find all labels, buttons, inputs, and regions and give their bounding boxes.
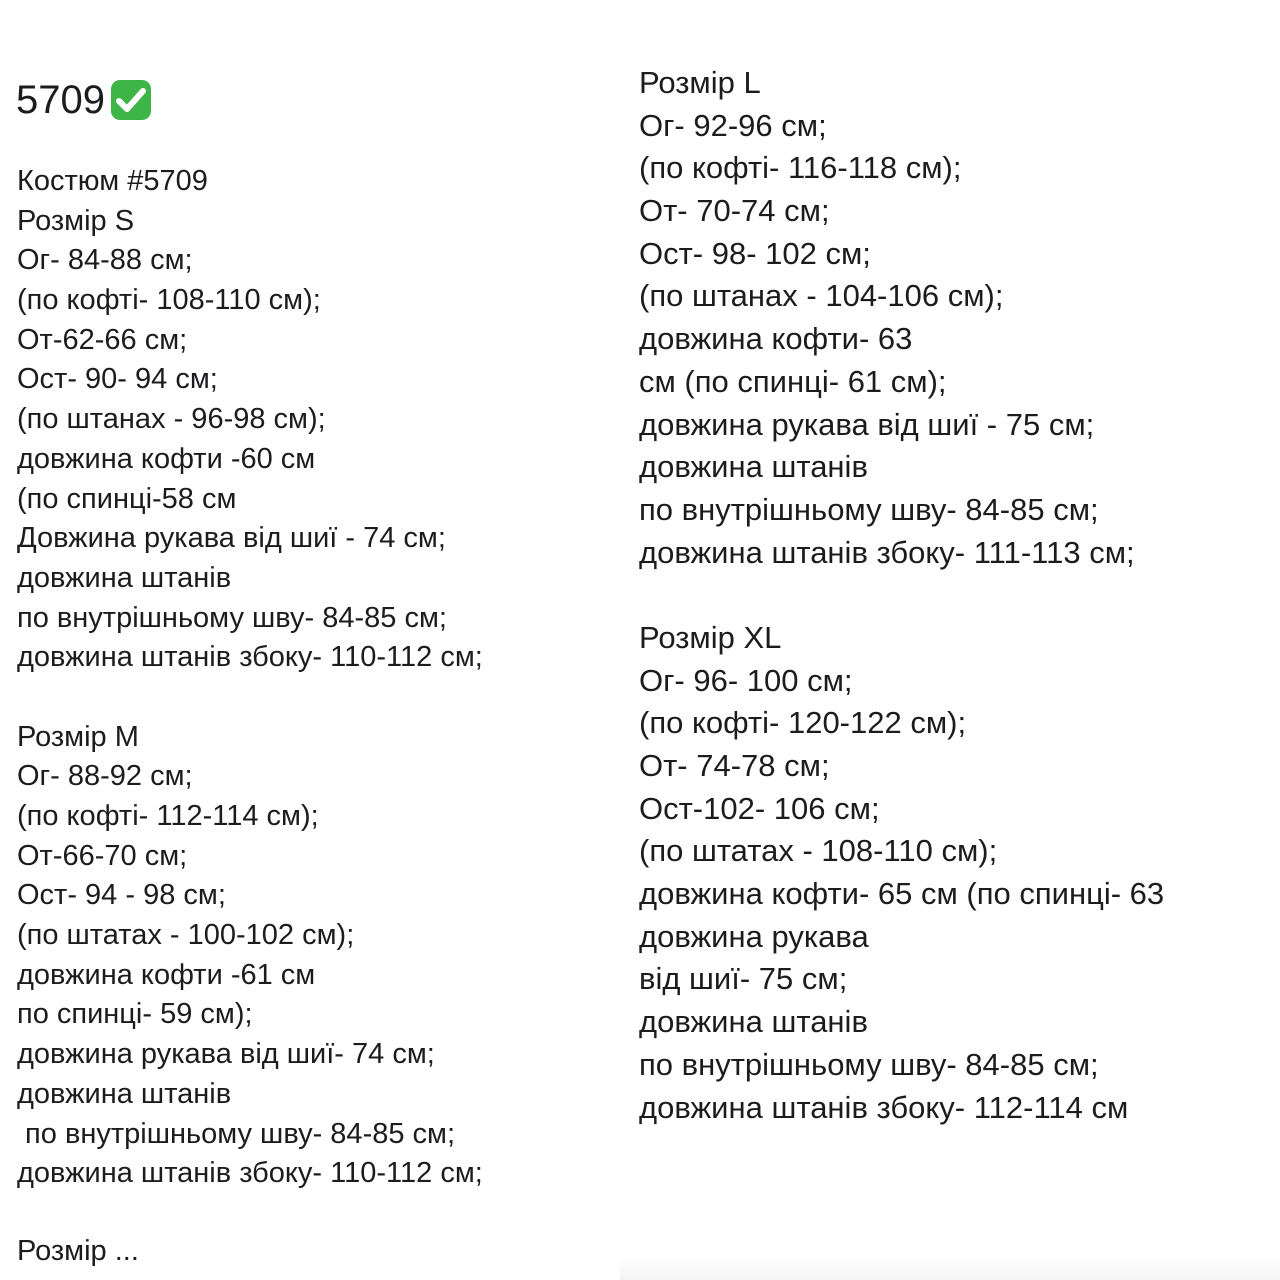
size-l-block [639,62,1164,574]
measurement-line: Ог- 92-96 см; [639,107,827,143]
measurement-line: (по спинці-58 см [17,482,237,515]
measurement-line: Ост-102- 106 см; [639,790,880,826]
measurement-line: (по штанах - 96-98 см); [17,403,326,436]
measurement-line: по внутрішньому шву- 84-85 см; [639,491,1099,527]
measurement-line: (по кофті- 108-110 см); [17,284,321,317]
measurement-line: довжина штанів [17,1077,232,1110]
bottom-edge-shade [620,1256,1280,1280]
measurement-line: довжина рукава від шиї - 75 см; [639,406,1095,442]
measurement-line: довжина штанів [17,561,232,594]
measurement-line: довжина рукава [639,918,869,954]
measurement-line: От- 70-74 см; [639,193,830,229]
measurement-line: Ог- 84-88 см; [17,244,193,277]
cut-off-size-heading: Розмір ... [17,1235,139,1267]
measurement-line: (по кофті- 112-114 см); [17,800,319,832]
measurement-line: довжина рукава від шиї- 74 см; [17,1038,435,1071]
size-heading: Розмір XL [639,619,782,655]
suit-title: Костюм #5709 [17,165,208,197]
measurement-line: від шиї- 75 см; [639,961,848,997]
measurement-line: (по кофті- 120-122 см); [639,705,967,741]
measurement-line: довжина штанів збоку- 110-112 см; [17,641,483,674]
measurement-line: (по штатах - 100-102 см); [17,919,355,952]
left-column [17,162,483,1194]
measurement-line: довжина штанів збоку- 110-112 см; [17,1157,483,1190]
measurement-line: по внутрішньому шву- 84-85 см; [17,1117,456,1150]
measurement-line: Ост- 90- 94 см; [17,363,218,396]
measurement-line: От- 74-78 см; [639,748,830,783]
measurement-line: От-62-66 см; [17,323,188,356]
size-s-block [17,202,483,678]
measurement-line: довжина кофти- 65 см (по спинці- 63 [639,876,1165,912]
measurement-line: Ог- 96- 100 см; [639,662,853,698]
check-mark-button-icon [109,78,153,122]
measurement-line: Ост- 98- 102 см; [639,235,871,271]
measurement-line: Ост- 94 - 98 см; [17,879,226,912]
size-heading: Розмір M [17,720,139,753]
measurement-line: см (по спинці- 61 см); [639,363,947,399]
measurement-line: по внутрішньому шву- 84-85 см; [17,601,447,634]
product-code: 5709 [16,78,105,122]
size-m-block [17,718,483,1194]
measurement-line: (по штанах - 104-106 см); [639,278,1004,314]
post-heading [16,76,153,124]
size-heading: Розмір L [639,65,761,100]
size-xl-block [639,617,1164,1129]
measurement-line: Довжина рукава від шиї - 74 см; [17,522,446,555]
measurement-line: (по кофті- 116-118 см); [639,150,962,186]
measurement-line: по спинці- 59 см); [17,998,253,1031]
measurement-line: довжина штанів [639,1004,868,1040]
measurement-line: Ог- 88-92 см; [17,760,193,793]
measurement-line: довжина штанів збоку- 111-113 см; [639,534,1135,570]
measurement-line: довжина кофти- 63 [639,321,913,357]
size-heading: Розмір S [17,204,135,237]
measurement-line: довжина штанів збоку- 112-114 см [639,1089,1129,1125]
right-column [639,62,1164,1129]
measurement-line: От-66-70 см; [17,839,188,872]
measurement-line: по внутрішньому шву- 84-85 см; [639,1046,1099,1082]
measurement-line: довжина кофти -61 см [17,958,316,991]
measurement-line: довжина штанів [639,449,868,485]
measurement-line: (по штатах - 108-110 см); [639,833,998,869]
measurement-line: довжина кофти -60 см [17,442,316,475]
